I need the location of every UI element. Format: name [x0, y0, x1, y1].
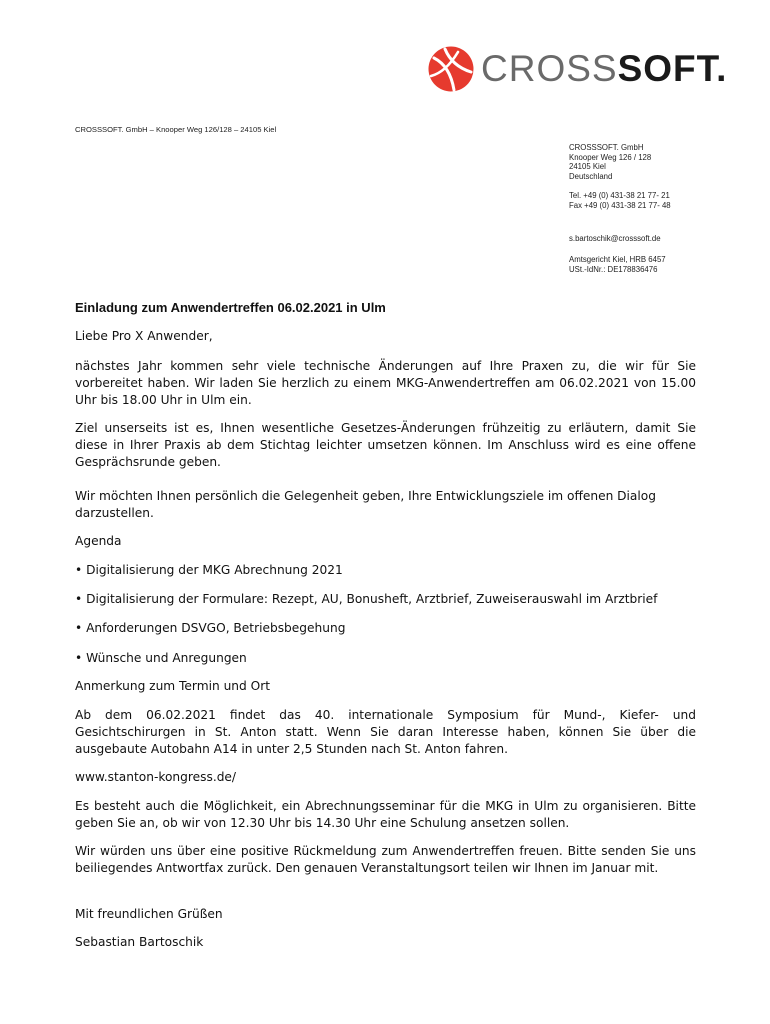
paragraph-invitation: nächstes Jahr kommen sehr viele technische Änderungen auf Ihre Praxen zu, die wir für Sie vorbereitet haben. Wir laden Sie herzlich zu einem MKG-Anwendertreffen am 06.02.2021 von 15.00 Uhr bis 18.00 Uhr in Ulm ein.	[75, 359, 696, 407]
congress-link[interactable]: www.stanton-kongress.de/	[75, 770, 237, 784]
paragraph-symposium: Ab dem 06.02.2021 findet das 40. internationale Symposium für Mund-, Kiefer- und Gesichtschirurgen in St. Anton statt. Wenn Sie daran Interesse haben, können Sie über die ausgebaute Autobahn A14 in unter 2,5 Stunden nach St. Anton fahren.	[75, 708, 696, 756]
contact-tel: Tel. +49 (0) 431-38 21 77- 21	[569, 191, 670, 200]
letter-subject: Einladung zum Anwendertreffen 06.02.2021 in Ulm	[75, 300, 386, 315]
legal-block	[569, 255, 666, 274]
address-city: 24105 Kiel	[569, 162, 606, 172]
salutation: Liebe Pro X Anwender,	[75, 329, 213, 343]
crosssoft-logo-icon	[428, 46, 474, 92]
address-company: CROSSSOFT. GmbH	[569, 143, 644, 152]
closing: Mit freundlichen Grüßen	[75, 907, 223, 921]
agenda-item: • Digitalisierung der Formulare: Rezept, AU, Bonusheft, Arztbrief, Zuweiserauswahl im Arztbrief	[75, 592, 658, 606]
contact-fax: Fax +49 (0) 431-38 21 77- 48	[569, 200, 671, 210]
paragraph-seminar: Es besteht auch die Möglichkeit, ein Abrechnungsseminar für die MKG in Ulm zu organisieren. Bitte geben Sie an, ob wir von 12.30 Uhr bis 14.30 Uhr eine Schulung ansetzen sollen.	[75, 799, 696, 830]
company-logo	[428, 46, 727, 92]
contact-block	[569, 191, 671, 210]
sender-return-line: CROSSSOFT. GmbH – Knooper Weg 126/128 – 24105 Kiel	[75, 125, 277, 134]
address-country: Deutschland	[569, 171, 613, 181]
legal-vat: USt.-IdNr.: DE178836476	[569, 264, 658, 274]
paragraph-goal: Ziel unserseits ist es, Ihnen wesentliche Gesetzes-Änderungen frühzeitig zu erläutern, damit Sie diese in Ihrer Praxis ab dem Stichtag leichter umsetzen können. Im Anschluss wird es eine offene Gesprächsrunde geben.	[75, 421, 696, 469]
logo-text-bold: SOFT.	[617, 48, 728, 89]
paragraph-feedback: Wir würden uns über eine positive Rückmeldung zum Anwendertreffen freuen. Bitte senden Sie uns beiliegendes Antwortfax zurück. Den genauen Veranstaltungsort teilen wir Ihnen im Januar mit.	[75, 844, 696, 875]
signature-name: Sebastian Bartoschik	[75, 935, 204, 949]
agenda-heading: Agenda	[75, 534, 122, 548]
agenda-item: • Anforderungen DSVGO, Betriebsbegehung	[75, 621, 346, 635]
legal-court: Amtsgericht Kiel, HRB 6457	[569, 255, 666, 264]
address-street: Knooper Weg 126 / 128	[569, 152, 652, 162]
paragraph-dialog: Wir möchten Ihnen persönlich die Gelegenheit geben, Ihre Entwicklungsziele im offenen Dialog darzustellen.	[75, 489, 656, 520]
logo-text-light: CROSS	[481, 48, 618, 89]
address-block	[569, 143, 651, 181]
agenda-item: • Wünsche und Anregungen	[75, 651, 247, 665]
contact-email: s.bartoschik@crosssoft.de	[569, 234, 661, 243]
note-heading: Anmerkung zum Termin und Ort	[75, 679, 271, 693]
agenda-item: • Digitalisierung der MKG Abrechnung 2021	[75, 563, 343, 577]
logo-wordmark	[481, 46, 727, 92]
